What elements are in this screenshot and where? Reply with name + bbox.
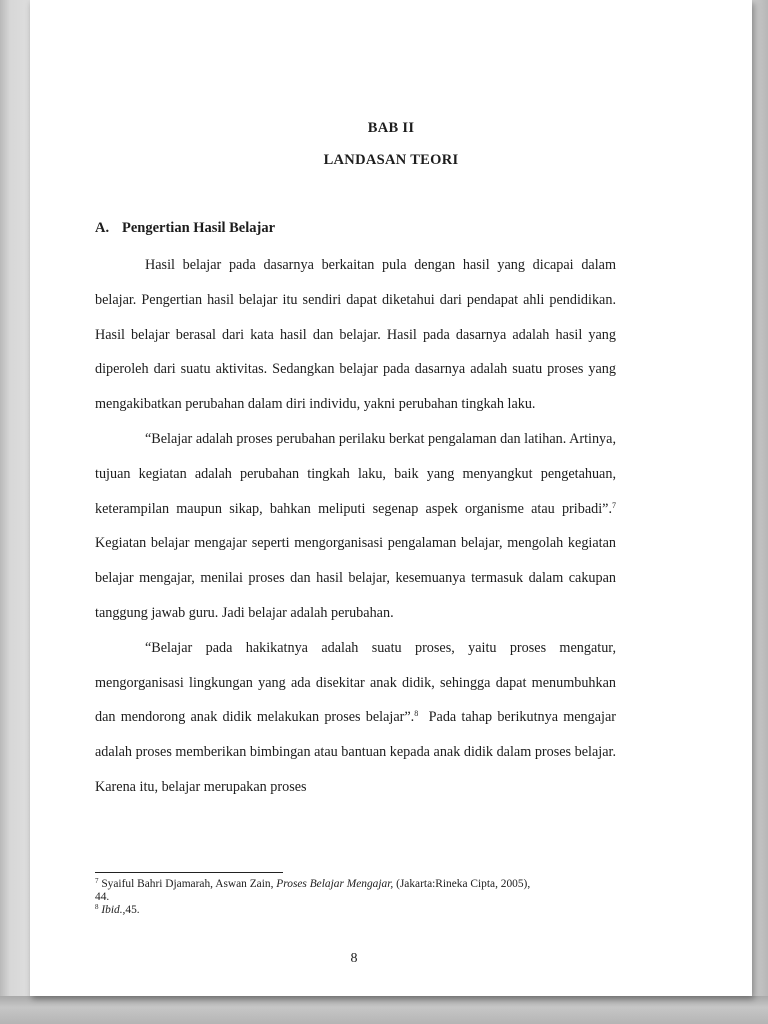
footnote-mark: 8 [95, 903, 99, 911]
scanner-bed-edge [0, 996, 768, 1024]
footnote-text: 45. [125, 904, 140, 916]
footnotes [95, 878, 616, 917]
paragraph [95, 422, 616, 631]
paragraph [95, 631, 620, 805]
footnote-text: Syaiful Bahri Djamarah, Aswan Zain, [98, 878, 277, 890]
footnote-separator [95, 872, 283, 873]
paragraph [95, 248, 616, 422]
footnote-continuation: 44. [95, 891, 110, 903]
section-title: Pengertian Hasil Belajar [122, 220, 276, 236]
page-number: 8 [350, 951, 358, 966]
paragraph-text: Pada tahap berikutnya mengajar adalah proses memberikan bimbingan atau bantuan kepada anak didik dalam proses belajar. Karena itu, belajar merupakan proses [95, 709, 620, 795]
footnote-book-title: Proses Belajar Mengajar, [276, 878, 394, 890]
footnote [95, 878, 616, 904]
paragraph-text: Kegiatan belajar mengajar seperti mengorganisasi pengalaman belajar, mengolah kegiatan belajar mengajar, menilai proses dan hasil belajar, kesemuanya termasuk dalam cakupan tanggung jawab guru. Jadi belajar adalah perubahan. [95, 535, 616, 621]
footnote-reference: 8 [414, 709, 419, 719]
document-page [30, 0, 752, 996]
paragraph-text: Hasil belajar pada dasarnya berkaitan pula dengan hasil yang dicapai dalam belajar. Pengertian hasil belajar itu sendiri dapat diketahui dari pendapat ahli pendidikan. Hasil belajar berasal dari kata hasil dan belajar. Hasil pada dasarnya adalah hasil yang diperoleh dari suatu aktivitas. Sedangkan belajar pada dasarnya adalah suatu proses yang mengakibatkan perubahan dalam diri individu, yakni perubahan tingkah laku. [95, 257, 616, 413]
chapter-title: LANDASAN TEORI [323, 152, 459, 168]
footnote-reference: 7 [612, 500, 616, 510]
paragraph-text: “Belajar adalah proses perubahan perilaku berkat pengalaman dan latihan. Artinya, tujuan kegiatan adalah perubahan tingkah laku, baik yang menyangkut pengetahuan, keterampilan maupun sikap, bahkan meliputi segenap aspek organisme atau pribadi”. [95, 430, 616, 517]
footnote [95, 904, 616, 917]
section-heading [95, 220, 275, 237]
footnote-text: (Jakarta:Rineka Cipta, 2005), [393, 878, 531, 890]
section-letter: A. [95, 220, 110, 236]
footnote-ibid: Ibid., [101, 904, 126, 916]
footnote-mark: 7 [95, 877, 99, 885]
body-text [95, 248, 620, 805]
paragraph-text: “Belajar pada hakikatnya adalah suatu proses, yaitu proses mengatur, mengorganisasi lingkungan yang ada disekitar anak didik, sehingga dapat menumbuhkan dan mendorong anak didik melakukan proses belajar”. [95, 639, 616, 726]
chapter-number: BAB II [367, 120, 415, 136]
